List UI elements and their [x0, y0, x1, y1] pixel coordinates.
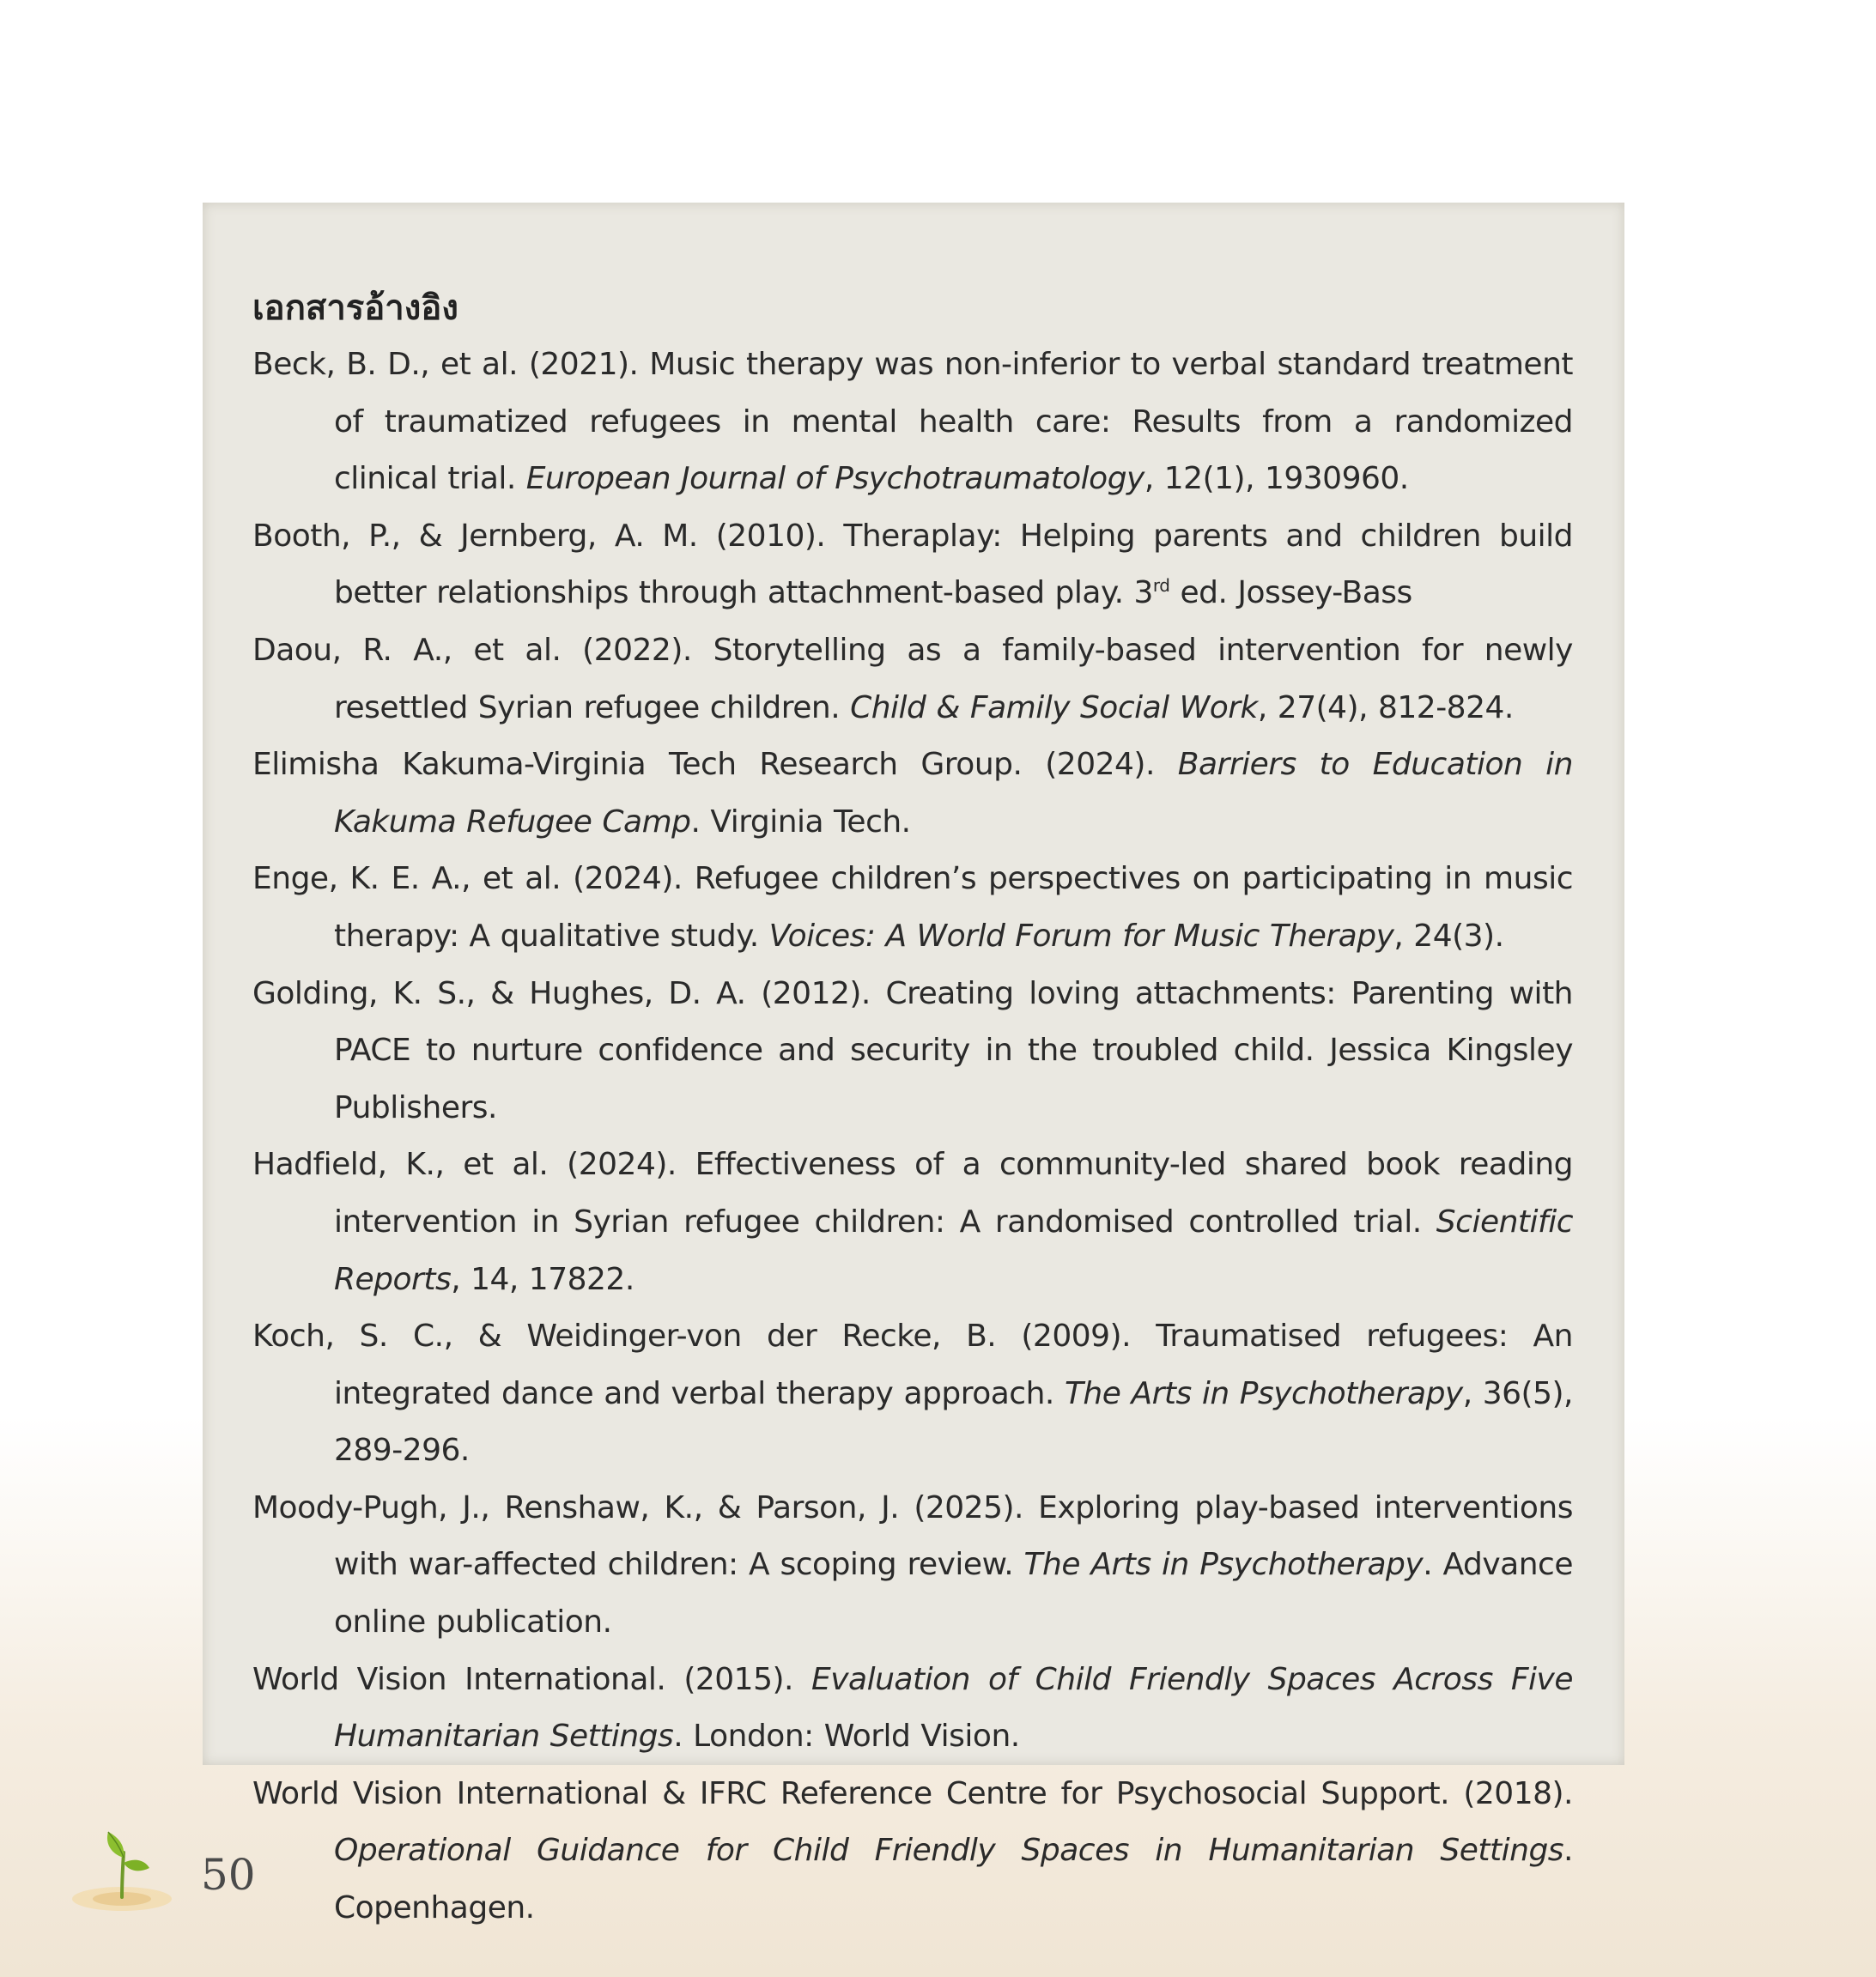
reference-item: World Vision International. (2015). Evaluation of Child Friendly Spaces Across Five Humanitarian Settings. London: World Vision.	[252, 1661, 1573, 1755]
reference-item: Elimisha Kakuma-Virginia Tech Research Group. (2024). Barriers to Education in Kakuma Refugee Camp. Virginia Tech.	[252, 747, 1573, 840]
reference-item: Booth, P., & Jernberg, A. M. (2010). Theraplay: Helping parents and children build better relationships through attachment-based play. 3rd ed. Jossey-Bass	[252, 518, 1573, 611]
reference-item: Golding, K. S., & Hughes, D. A. (2012). Creating loving attachments: Parenting with PACE to nurture confidence and security in the troubled child. Jessica Kingsley Publishers.	[252, 975, 1573, 1125]
page-number: 50	[201, 1850, 256, 1900]
reference-item: Beck, B. D., et al. (2021). Music therapy was non-inferior to verbal standard treatment of traumatized refugees in mental health care: Results from a randomized clinical trial. European Journal of Psychotraumatology, 12(1), 1930960.	[252, 347, 1573, 497]
reference-item: Enge, K. E. A., et al. (2024). Refugee children’s perspectives on participating in music therapy: A qualitative study. Voices: A World Forum for Music Therapy, 24(3).	[252, 861, 1573, 954]
sprout-icon	[60, 1820, 180, 1914]
reference-item: World Vision International & IFRC Reference Centre for Psychosocial Support. (2018). Operational Guidance for Child Friendly Spaces in Humanitarian Settings. Copenhagen.	[252, 1775, 1573, 1926]
reference-item: Hadfield, K., et al. (2024). Effectiveness of a community-led shared book reading intervention in Syrian refugee children: A randomised controlled trial. Scientific Reports, 14, 17822.	[252, 1147, 1573, 1297]
reference-list	[252, 337, 1573, 1938]
reference-item: Koch, S. C., & Weidinger-von der Recke, B. (2009). Traumatised refugees: An integrated dance and verbal therapy approach. The Arts in Psychotherapy, 36(5), 289-296.	[252, 1319, 1573, 1469]
reference-item: Daou, R. A., et al. (2022). Storytelling as a family-based intervention for newly resettled Syrian refugee children. Child & Family Social Work, 27(4), 812-824.	[252, 632, 1573, 725]
reference-item: Moody-Pugh, J., Renshaw, K., & Parson, J. (2025). Exploring play-based interventions with war-affected children: A scoping review. The Arts in Psychotherapy. Advance online publication.	[252, 1489, 1573, 1640]
references-heading: เอกสารอ้างอิง	[252, 288, 458, 328]
